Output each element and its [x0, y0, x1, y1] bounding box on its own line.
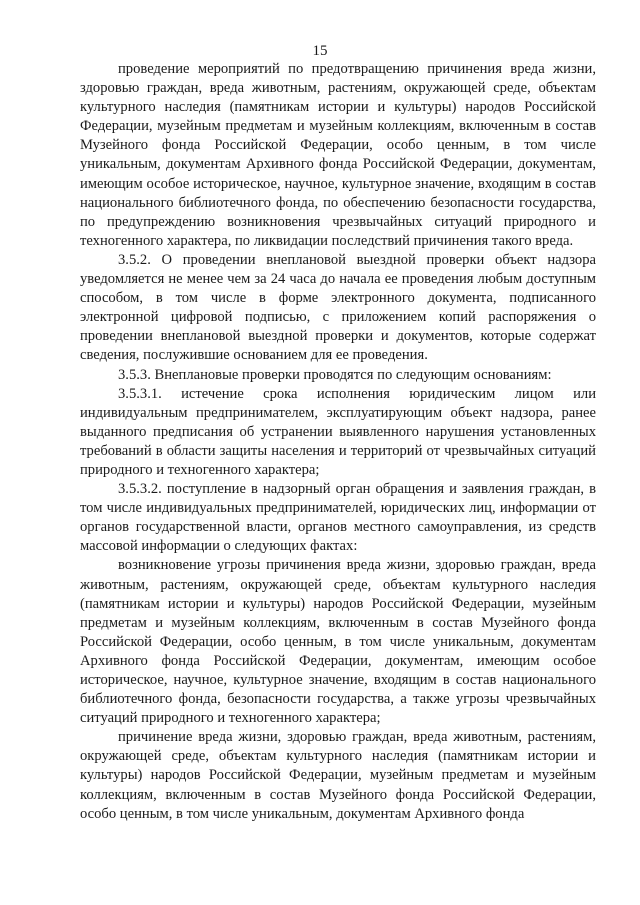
paragraph: 3.5.3.1. истечение срока исполнения юридическим лицом или индивидуальным предпринимателем, эксплуатирующим объект надзора, ранее выданного предписания об устранении выявленного нарушения установленных требований в области защиты населения и территорий от чрезвычайных ситуаций природного и техногенного характера; — [80, 385, 596, 478]
paragraph: причинение вреда жизни, здоровью граждан, вреда животным, растениям, окружающей среде, объектам культурного наследия (памятникам истории и культуры) народов Российской Федерации, музейным предметам и музейным коллекциям, включенным в состав Музейного фонда Российской Федерации, особо ценным, в том числе уникальным, документам Архивного фонда — [80, 729, 596, 822]
paragraph: проведение мероприятий по предотвращению причинения вреда жизни, здоровью граждан, вреда животным, растениям, окружающей среде, объектам культурного наследия (памятникам истории и культуры) народов Российской Федерации, музейным предметам и музейным коллекциям, включенным в состав Музейного фонда Российской Федерации, особо ценным, в том числе уникальным, документам Архивного фонда Российской Федерации, документам, имеющим особое историческое, научное, культурное значение, входящим в состав национального библиотечного фонда, по обеспечению безопасности государства, по предупреждению возникновения чрезвычайных ситуаций природного и техногенного характера, по ликвидации последствий причинения такого вреда. — [80, 61, 596, 249]
body-text — [80, 60, 596, 824]
paragraph: возникновение угрозы причинения вреда жизни, здоровью граждан, вреда животным, растениям, окружающей среде, объектам культурного наследия (памятникам истории и культуры) народов Российской Федерации, музейным предметам и музейным коллекциям, включенным в состав Музейного фонда Российской Федерации, особо ценным, в том числе уникальным, документам Архивного фонда Российской Федерации, документам, имеющим особое историческое, научное, культурное значение, входящим в состав национального библиотечного фонда, безопасности государства, а также угрозы чрезвычайных ситуаций природного и техногенного характера; — [80, 557, 596, 727]
paragraph: 3.5.2. О проведении внеплановой выездной проверки объект надзора уведомляется не менее чем за 24 часа до начала ее проведения любым доступным способом, в том числе в форме электронного документа, подписанного электронной цифровой подписью, с приложением копий распоряжения о проведении внеплановой выездной проверки и документов, которые содержат сведения, послужившие основанием для ее проведения. — [80, 251, 596, 364]
paragraph: 3.5.3. Внеплановые проверки проводятся по следующим основаниям: — [118, 366, 552, 383]
page-number: 15 — [312, 43, 328, 59]
paragraph: 3.5.3.2. поступление в надзорный орган обращения и заявления граждан, в том числе индивидуальных предпринимателей, юридических лиц, информации от органов государственной власти, органов местного самоуправления, из средств массовой информации о следующих фактах: — [80, 481, 596, 555]
